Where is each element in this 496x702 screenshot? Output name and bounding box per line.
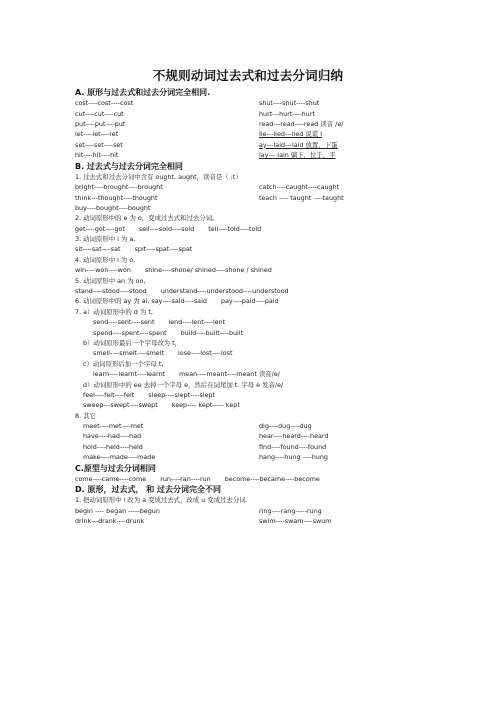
verb-item: get----got----got: [75, 224, 125, 233]
verb-item: win----won----won: [75, 266, 131, 275]
verb-left: think---thought----thought: [75, 193, 158, 202]
verb-left: begin ---- began -----begun: [75, 506, 160, 515]
rule-note: [75, 296, 435, 306]
list-item: [75, 193, 435, 203]
list-item: [75, 109, 435, 119]
verb-left: cut----cut----cut: [75, 109, 124, 118]
verb-right: hang----hung ----hung: [259, 453, 328, 462]
verb-left: bright----brought----brought: [75, 183, 163, 192]
verb-item: shine----shone/ shined----shone / shined: [144, 266, 272, 275]
verb-item: feel----felt----felt: [83, 390, 135, 399]
list-item: [75, 516, 435, 526]
list-item: [75, 244, 435, 254]
list-item: [75, 150, 435, 160]
verb-right: read---read----read 读音 /e/: [259, 119, 344, 128]
verb-right: catch----caught----caught: [259, 183, 340, 192]
document-body: [75, 87, 435, 527]
list-item: [75, 442, 435, 452]
list-item: [75, 474, 435, 484]
verb-item: tell----told----told: [208, 224, 262, 233]
list-item: [75, 431, 435, 441]
verb-left: drink---drank----drunk: [75, 517, 145, 526]
verb-right: teach ---- taught ----taught: [259, 193, 344, 202]
verb-item: send----sent----sent: [93, 318, 155, 327]
rule-note: 7. a）动词原形中的 d 为 t,: [75, 307, 153, 316]
verb-item: spend----spent----spent: [93, 328, 167, 337]
list-item: [75, 328, 435, 338]
verb-right: hear----heard----heard: [259, 432, 329, 441]
verb-right: ring----rang-----rung: [259, 506, 322, 515]
verb-left: put----put----put: [75, 119, 126, 128]
verb-item: lend----lent----lent: [168, 318, 226, 327]
rule-note: b）动词原形最后一个字母改为 t，: [83, 338, 182, 347]
list-item: [75, 390, 435, 400]
list-item: [75, 506, 435, 516]
verb-item: run----ran----run: [160, 474, 211, 483]
list-item: [75, 317, 435, 327]
rule-note: 1. 过去式和过去分词中含有 ought, aught，读音是（ :t）: [75, 172, 242, 181]
verb-right: shut----shut----shut: [259, 99, 320, 108]
list-item: [75, 265, 435, 275]
verb-right: lie---lied---lied 说谎 l: [259, 130, 323, 139]
verb-item: come----came----come: [75, 474, 147, 483]
verb-right: lay--- lain 躺下，位于，平: [259, 151, 336, 160]
rule-note: c）动词原形后加一个字母 t,: [83, 359, 164, 368]
verb-item: understand----understood----understood: [160, 287, 289, 296]
list-item: [75, 348, 435, 358]
list-item: [75, 119, 435, 129]
section-d-heading: D. 原形，过去式， 和 过去分词完全不同: [75, 485, 222, 495]
verb-right: dig----dug----dug: [259, 422, 312, 431]
list-item: buy----bought----bought: [75, 203, 151, 212]
list-item: [75, 182, 435, 192]
rule-note-text: 6. 动词原形中的 ay 为 ai, say----said----said: [75, 297, 207, 306]
verb-right: ay---laid---laid 放置，下蛋: [259, 140, 338, 149]
verb-item: stand----stood----stood: [75, 287, 147, 296]
rule-note: 8. 其它: [75, 411, 96, 420]
verb-right: hurt---hurt----hurt: [259, 109, 315, 118]
verb-left: have----had----had: [83, 432, 142, 441]
list-item: [75, 98, 435, 108]
section-b-heading: B. 过去式与过去分词完全相同: [75, 161, 183, 171]
verb-item: sit----sat----sat: [75, 245, 121, 254]
list-item: [75, 140, 435, 150]
verb-item: smell----smelt----smelt: [93, 349, 165, 358]
verb-left: make----made----made: [83, 453, 156, 462]
section-c-heading: C.原型与过去分词相同: [75, 463, 156, 473]
list-item: [75, 452, 435, 462]
verb-left: hit----hit----hit: [75, 151, 119, 160]
rule-note: 5. 动词原形中 an 为 oo,: [75, 276, 146, 285]
verb-item: learn----learnt----learnt: [93, 370, 166, 379]
rule-note: 2. 动词原形中的 e 为 o，变成过去式和过去分词。: [75, 214, 219, 223]
verb-item: sleep----slept----slept: [148, 390, 215, 399]
verb-right: find----found----found: [259, 442, 327, 451]
list-item: [75, 286, 435, 296]
rule-note: 1. 把动词原形中 i 改为 a 变成过去式，改成 u 变成过去分词.: [75, 496, 248, 505]
list-item: [75, 421, 435, 431]
verb-left: cost----cost----cost: [75, 99, 134, 108]
verb-left: let----let----let: [75, 130, 119, 139]
verb-left: meet----met----met: [83, 422, 144, 431]
verb-right: swim----swam----swum: [259, 517, 332, 526]
verb-left: hold----held----held: [83, 442, 143, 451]
verb-item: lose----lost----lost: [178, 349, 233, 358]
list-item: [75, 224, 435, 234]
rule-note: 3. 动词原形中 i 为 a,: [75, 235, 136, 244]
rule-note: d）动词原形中的 ee 去掉一个字母 e，然后在词尾加 t. 字母 e 发音/e/: [83, 380, 284, 389]
verb-item: pay----paid----paid: [220, 297, 279, 306]
section-a-heading: A. 原形与过去式和过去分词完全相同.: [75, 88, 211, 97]
page-title: 不规则动词过去式和过去分词归纳: [152, 68, 344, 83]
verb-item: spit----spat----spat: [134, 245, 193, 254]
verb-left: set----set----set: [75, 140, 123, 149]
list-item: [75, 369, 435, 379]
verb-item: keep---- kept----- kept: [171, 401, 240, 410]
verb-item: build----built----built: [180, 328, 244, 337]
verb-item: become----became----become: [224, 474, 320, 483]
list-item: [75, 129, 435, 139]
verb-item: mean----meant----meant 读音/e/: [179, 370, 280, 379]
list-item: [75, 400, 435, 410]
rule-note: 4. 动词原形中 i 为 o,: [75, 255, 136, 264]
verb-item: sell----sold----sold: [138, 224, 195, 233]
verb-item: sweep---swept----swept: [83, 401, 158, 410]
